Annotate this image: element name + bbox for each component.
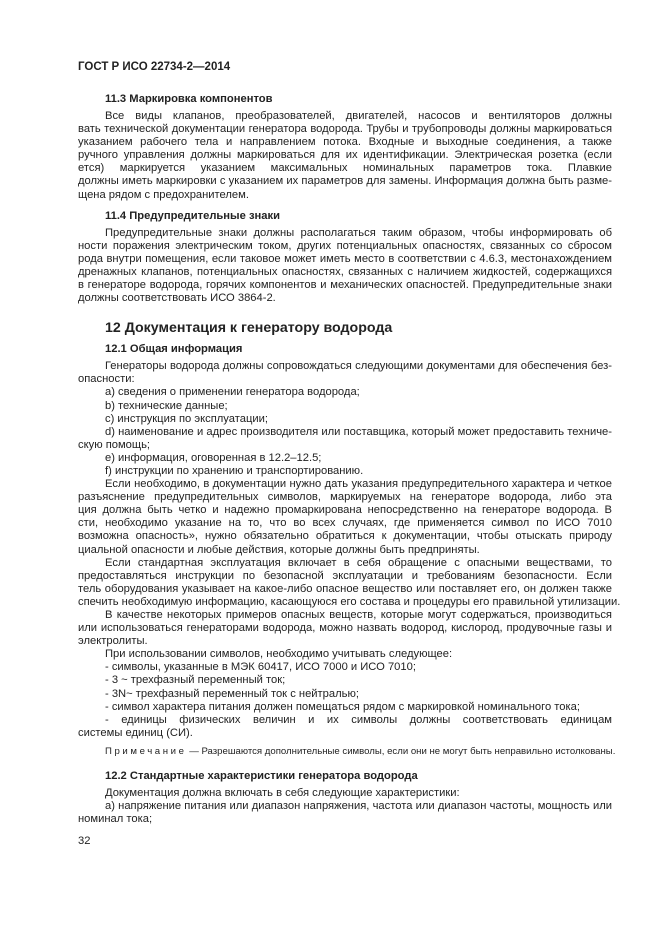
- text-line: спечить необходимую информацию, касающуюся его состава и процедуры его правильной утилизации.: [78, 595, 621, 608]
- text-line: рода внутри помещения, если таковое может иметь место в соответствии с 4.6.3, местонахождением: [78, 252, 612, 265]
- document-header: ГОСТ Р ИСО 22734-2—2014: [78, 61, 231, 73]
- text-line: В качестве некоторых примеров опасных веществ, которые могут содержаться, производиться: [105, 609, 612, 621]
- text-line: указанием рабочего тела и направлением потока. Входные и выходные соединения, а также: [78, 136, 612, 149]
- note-label: Примечание: [105, 745, 187, 757]
- text-line: Предупредительные знаки должны располагаться таким образом, чтобы информировать об: [105, 226, 612, 239]
- section-heading: 12 Документация к генератору водорода: [105, 320, 393, 337]
- paragraph: [78, 413, 612, 426]
- text-line: a) сведения о применении генератора водорода;: [105, 386, 360, 399]
- subsection-heading: 11.4 Предупредительные знаки: [105, 209, 280, 222]
- spacer: [78, 312, 612, 319]
- subsection-heading: 12.1 Общая информация: [105, 343, 243, 356]
- paragraph: [78, 110, 612, 202]
- text-line: Все виды клапанов, преобразователей, двигателей, насосов и вентиляторов должны: [105, 110, 612, 122]
- text-line: Если необходимо, в документации нужно дать указания предупредительного характера и четкое: [105, 478, 612, 491]
- text-line: ности поражения электрическим током, других потенциальных опасностях, связанных со сбросом: [78, 239, 612, 252]
- text-line: c) инструкция по эксплуатации;: [105, 412, 268, 425]
- page-number: 32: [78, 835, 91, 848]
- paragraph: [78, 800, 612, 826]
- text-line: a) напряжение питания или диапазон напряжения, частота или диапазон частоты, мощность или: [105, 800, 612, 813]
- text-line: f) инструкции по хранению и транспортированию.: [105, 464, 364, 477]
- text-line: - 3 ~ трехфазный переменный ток;: [105, 674, 286, 687]
- paragraph: [78, 400, 612, 413]
- spacer: [78, 305, 612, 312]
- paragraph: [78, 674, 612, 687]
- text-line: - символы, указанные в МЭК 60417, ИСО 7000 и ИСО 7010;: [105, 661, 416, 674]
- text-line: Если стандартная эксплуатация включает в себя обращение с опасными веществами, то: [105, 556, 612, 569]
- text-line: скую помощь;: [78, 438, 151, 451]
- text-line: в генераторе водорода, горячих компонентов и механических опасностей. Предупредительные знаки: [78, 279, 612, 292]
- text-line: d) наименование и адрес производителя или поставщика, который может предоставить техниче-: [105, 425, 612, 438]
- paragraph: [78, 556, 621, 609]
- text-line: - символ характера питания должен помещаться рядом с маркировкой номинального тока;: [105, 700, 580, 713]
- text-line: или использоваться генераторами водорода, можно назвать водород, кислород, продувочные газы и: [78, 622, 612, 635]
- text-line: сти, необходимо указание на то, что во всех случаях, где применяется символ по ИСО 7010: [78, 517, 612, 530]
- text-line: щена рядом с предохранителем.: [78, 188, 249, 201]
- text-line: предоставляться инструкции по безопасной эксплуатации и требованиям безопасности. Если: [78, 569, 612, 582]
- paragraph: [78, 661, 612, 674]
- paragraph: [78, 465, 612, 478]
- paragraph: [78, 648, 612, 661]
- text-line: опасности:: [78, 373, 135, 386]
- text-line: должны иметь маркировки с указанием их параметров для замены. Информация должна быть разме-: [78, 175, 612, 188]
- text-line: - 3N~ трехфазный переменный ток с нейтралью;: [105, 687, 359, 700]
- text-line: b) технические данные;: [105, 399, 228, 412]
- text-line: Генераторы водорода должны сопровождаться следующими документами для обеспечения без-: [105, 360, 612, 373]
- text-line: - единицы физических величин и их символы должны соответствовать единицам: [105, 713, 612, 726]
- subsection-heading: 11.3 Маркировка компонентов: [105, 93, 273, 105]
- text-line: электролиты.: [78, 635, 148, 648]
- paragraph: [78, 714, 612, 740]
- paragraph: [78, 386, 612, 399]
- paragraph: [78, 478, 612, 557]
- paragraph: [78, 787, 612, 800]
- text-line: При использовании символов, необходимо учитывать следующее:: [105, 648, 453, 661]
- paragraph: [78, 701, 612, 714]
- paragraph: [78, 227, 612, 306]
- text-line: тель оборудования указывает на какое-либо опасное вещество или поставляет его, он должен также: [78, 582, 612, 595]
- text-line: номинал тока;: [78, 813, 153, 826]
- text-line: системы единиц (СИ).: [78, 726, 193, 739]
- text-line: вать технической документации генератора водорода. Трубы и трубопроводы должны маркироваться: [78, 123, 612, 136]
- document-body: [78, 92, 621, 848]
- document-blocks: [78, 92, 621, 826]
- paragraph: [78, 426, 612, 452]
- text-line: разъяснение предупредительных символов, маркируемых на генераторе водорода, либо эта: [78, 491, 612, 504]
- paragraph: [78, 688, 612, 701]
- text-line: возможна опасность», нужно обязательно обратиться к документации, чтобы отыскать природу: [78, 530, 612, 543]
- text-line: дренажных клапанов, потенциальных опасностях, связанных с наличием жидкостей, содержащихся: [78, 265, 612, 278]
- paragraph: [78, 360, 612, 386]
- note-text: — Разрешаются дополнительные символы, если они не могут быть неправильно истолкованы.: [186, 745, 616, 757]
- spacer: [78, 202, 612, 209]
- text-line: e) информация, оговоренная в 12.2–12.5;: [105, 451, 322, 464]
- paragraph: [78, 609, 612, 648]
- text-line: должны соответствовать ИСО 3864-2.: [78, 292, 276, 305]
- text-line: ется) маркируется указанием максимальных номинальных параметров тока. Плавкие: [78, 162, 612, 175]
- subsection-heading: 12.2 Стандартные характеристики генератора водорода: [105, 769, 418, 782]
- text-line: циальной опасности и любые действия, которые должны быть предприняты.: [78, 543, 480, 556]
- spacer: [78, 762, 612, 769]
- text-line: ручного управления должны маркироваться для их идентификации. Электрическая розетка (если: [78, 149, 612, 162]
- text-line: Документация должна включать в себя следующие характеристики:: [105, 786, 460, 799]
- note: [78, 745, 616, 758]
- text-line: ция должна быть четко и надежно промаркирована непосредственно на генераторе водорода. В: [78, 504, 612, 517]
- paragraph: [78, 452, 612, 465]
